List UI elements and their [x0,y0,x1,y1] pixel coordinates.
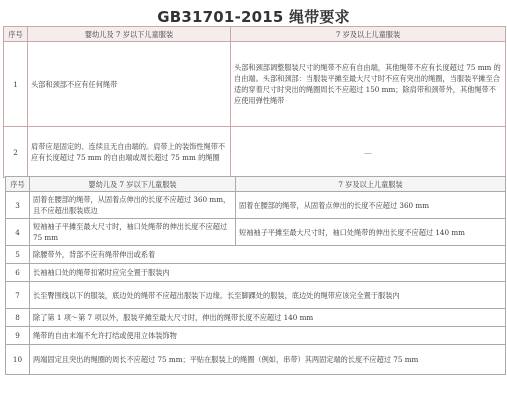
common-requirement: 绳带的自由末端不允许打结或使用立体装饰物 [30,327,506,345]
row-number: 2 [4,127,28,178]
infant-requirement: 肩带应是固定的、连续且无自由端的。肩带上的装饰性绳带不应有长度超过 75 mm 的自由端或周长超过 75 mm 的绳圈 [28,127,231,178]
header-infant: 婴幼儿及 7 岁以下儿童服装 [30,177,236,192]
row-number: 1 [4,42,28,127]
row-number: 9 [6,327,30,345]
table-row [6,345,506,375]
table-row [6,219,506,246]
header-older: 7 岁及以上儿童服装 [231,27,506,42]
common-requirement: 两端固定且突出的绳圈的周长不应超过 75 mm；平贴在服装上的绳圈（例如，串带）其两固定端的长度不应超过 75 mm [30,345,506,375]
infant-requirement: 头部和颈部不应有任何绳带 [28,42,231,127]
table-row [6,246,506,264]
header-infant: 婴幼儿及 7 岁以下儿童服装 [28,27,231,42]
older-requirement: 固着在腰部的绳带，从固着点伸出的长度不应超过 360 mm [236,192,506,219]
table-row [4,42,506,127]
rope-requirements-table-2 [5,176,506,375]
row-number: 4 [6,219,30,246]
row-number: 6 [6,264,30,282]
older-requirement: 头部和颈部调整服装尺寸的绳带不应有自由端，其他绳带不应有长度超过 75 mm 的自由端。头部和颈部：当服装平摊至最大尺寸时不应有突出的绳圈，当服装平摊至合适的穿着尺寸时突出的绳圈周长不应超过 150 mm；除肩带和颈带外，其他绳带不应使用弹性绳带 [231,42,506,127]
table-row [6,327,506,345]
row-number: 10 [6,345,30,375]
header-no: 序号 [4,27,28,42]
common-requirement: 除腰带外，背部不应有绳带伸出或系着 [30,246,506,264]
infant-requirement: 固着在腰部的绳带，从固着点伸出的长度不应超过 360 mm，且不应超出服装底边 [30,192,236,219]
table-row [6,309,506,327]
header-no: 序号 [6,177,30,192]
header-older: 7 岁及以上儿童服装 [236,177,506,192]
table-row [6,264,506,282]
row-number: 3 [6,192,30,219]
table-row [6,282,506,309]
common-requirement: 长至臀围线以下的服装，底边处的绳带不应超出服装下边缘。长至脚踝处的服装，底边处的绳带应该完全置于服装内 [30,282,506,309]
table-row [4,127,506,178]
older-requirement: 短袖袖子平摊至最大尺寸时，袖口处绳带的伸出长度不应超过 140 mm [236,219,506,246]
common-requirement: 长袖袖口处的绳带扣紧时应完全置于服装内 [30,264,506,282]
rope-requirements-table-1 [3,26,506,178]
row-number: 7 [6,282,30,309]
table-row [6,192,506,219]
infant-requirement: 短袖袖子平摊至最大尺寸时，袖口处绳带的伸出长度不应超过 75 mm [30,219,236,246]
page-title: GB31701-2015 绳带要求 [157,8,350,26]
row-number: 5 [6,246,30,264]
common-requirement: 除了第 1 项～第 7 项以外，服装平摊至最大尺寸时，伸出的绳带长度不应超过 140 mm [30,309,506,327]
older-requirement: — [231,127,506,178]
row-number: 8 [6,309,30,327]
